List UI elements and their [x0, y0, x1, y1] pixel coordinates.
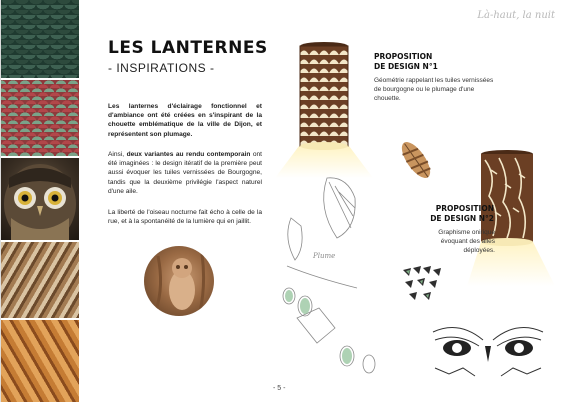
proposal-1-heading-line1: PROPOSITION — [374, 52, 433, 61]
freedom-paragraph: La liberté de l'oiseau nocturne fait écho à celle de la rue, et à la spontanéité de la lumière qui en jaillit. — [108, 209, 262, 226]
owl-face-photo — [1, 158, 79, 240]
script-title: Là-haut, la nuit — [477, 10, 555, 21]
barn-owl-feathers-photo — [1, 320, 79, 402]
proposal-1-text: Géométrie rappelant les tuiles vernissées de bourgogne ou le plumage d'une chouette. — [374, 77, 494, 102]
photo-strip — [1, 0, 79, 402]
proposal-2-text: Graphisme onirique évoquant des ailes déployées. — [438, 229, 495, 254]
green-glazed-tiles-photo — [1, 0, 79, 78]
sketch-label: Plume — [313, 252, 336, 260]
pencil-sketches — [277, 168, 397, 388]
proposal-2-heading-line2: DE DESIGN N°2 — [430, 214, 494, 223]
page-title: LES LANTERNES — [108, 38, 268, 58]
page-number: - 5 - — [273, 385, 286, 392]
lantern-design-1-illustration — [269, 28, 379, 178]
proposal-1-heading-line2: DE DESIGN N°1 — [374, 62, 438, 71]
proposal-2-heading — [402, 204, 494, 224]
variants-paragraph — [108, 150, 262, 196]
owl-eyes-drawing — [429, 318, 547, 384]
dijon-owl-stone-carving-photo — [144, 246, 214, 316]
owl-plumage-photo — [1, 242, 79, 318]
page-subtitle: - INSPIRATIONS - — [108, 61, 215, 75]
intro-paragraph: Les lanternes d'éclairage fonctionnel et d'ambiance ont été créées en s'inspirant de la chouette emblématique de la ville de Dijon, et représentent son plumage. — [108, 103, 262, 138]
red-green-roof-tiles-photo — [1, 80, 79, 156]
proposal-2-heading-line1: PROPOSITION — [435, 204, 494, 213]
variants-rest: ont été imaginées : le design itératif de la première peut aussi évoquer les tuiles vernissées de Bourgogne, tandis que la deuxième privilégie l'aspect naturel d'une aile. — [108, 151, 262, 195]
feather-photo — [391, 138, 441, 182]
variants-prefix: Ainsi, — [108, 151, 127, 158]
proposal-1-heading — [374, 52, 438, 72]
wing-pattern-illustration — [399, 264, 445, 308]
variants-bold: deux variantes au rendu contemporain — [126, 151, 251, 158]
